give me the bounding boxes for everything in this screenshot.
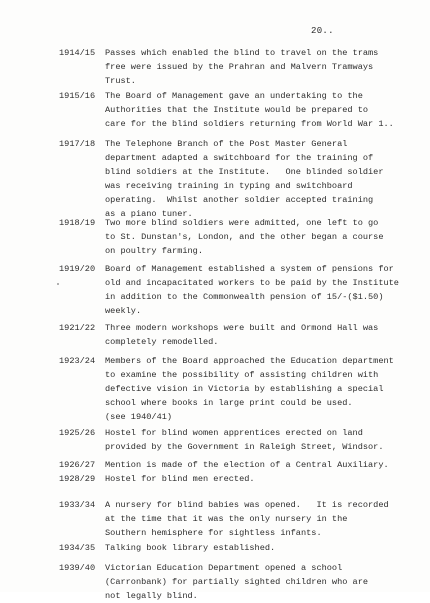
entry-text bbox=[105, 262, 405, 318]
entry-text-line: completely remodelled. bbox=[105, 337, 219, 347]
entry-year: 1923/24 bbox=[59, 356, 96, 366]
entry-text-line: on poultry farming. bbox=[105, 246, 203, 256]
entry-text-line: blind soldiers at the Institute. One blinded soldier bbox=[105, 167, 384, 177]
entry-text-line: The Board of Management gave an undertaking to the bbox=[105, 91, 363, 101]
entry-text-line: Board of Management established a system of pensions for bbox=[105, 264, 394, 274]
entry-text-line: (see 1940/41) bbox=[105, 412, 173, 422]
entry-year: 1919/20 bbox=[59, 264, 96, 274]
entry-text-line: school where books in large print could be used. bbox=[105, 398, 353, 408]
entry-text bbox=[105, 354, 405, 424]
entry-text-line: Hostel for blind women apprentices erected on land bbox=[105, 428, 363, 438]
entry-text-line: at the time that it was the only nursery in the bbox=[105, 514, 348, 524]
entry-text-line: provided by the Government in Raleigh Street, Windsor. bbox=[105, 442, 384, 452]
entry-year: 1921/22 bbox=[59, 323, 96, 333]
entry-text bbox=[105, 426, 405, 454]
entry-text-line: to examine the possibility of assisting children with bbox=[105, 370, 379, 380]
entry-text-line: not legally blind. bbox=[105, 591, 198, 601]
scan-speck bbox=[57, 283, 59, 285]
entry-text-line: Hostel for blind men erected. bbox=[105, 474, 255, 484]
entry-text-line: Three modern workshops were built and Ormond Hall was bbox=[105, 323, 379, 333]
entry-text bbox=[105, 321, 405, 349]
entry-text-line: free were issued by the Prahran and Malvern Tramways bbox=[105, 62, 374, 72]
entry-text-line: Talking book library established. bbox=[105, 543, 276, 553]
entry-text bbox=[105, 498, 405, 540]
entry-text bbox=[105, 472, 405, 486]
entry-year: 1917/18 bbox=[59, 139, 96, 149]
entry-text-line: Trust. bbox=[105, 76, 136, 86]
entry-text-line: Passes which enabled the blind to travel on the trams bbox=[105, 48, 379, 58]
entry-text-line: Members of the Board approached the Education department bbox=[105, 356, 394, 366]
page-number: 20.. bbox=[311, 26, 334, 36]
entry-text bbox=[105, 46, 405, 88]
entry-text-line: department adapted a switchboard for the training of bbox=[105, 153, 374, 163]
entry-text-line: operating. Whilst another soldier accepted training bbox=[105, 195, 374, 205]
entry-year: 1934/35 bbox=[59, 543, 96, 553]
entry-text-line: defective vision in Victoria by establishing a special bbox=[105, 384, 384, 394]
entry-year: 1915/16 bbox=[59, 91, 96, 101]
entry-text bbox=[105, 89, 405, 131]
entry-text-line: weekly. bbox=[105, 306, 142, 316]
entry-year: 1928/29 bbox=[59, 474, 96, 484]
entry-text bbox=[105, 541, 405, 555]
entry-text-line: (Carronbank) for partially sighted children who are bbox=[105, 577, 369, 587]
entry-year: 1925/26 bbox=[59, 428, 96, 438]
entry-text-line: was receiving training in typing and switchboard bbox=[105, 181, 353, 191]
entry-text bbox=[105, 137, 405, 221]
entry-text bbox=[105, 561, 405, 603]
entry-text bbox=[105, 458, 405, 472]
entry-text-line: Victorian Education Department opened a school bbox=[105, 563, 343, 573]
entry-text bbox=[105, 216, 405, 258]
entry-year: 1914/15 bbox=[59, 48, 96, 58]
entry-text-line: in addition to the Commonwealth pension of 15/-($1.50) bbox=[105, 292, 384, 302]
entry-year: 1939/40 bbox=[59, 563, 96, 573]
entry-text-line: The Telephone Branch of the Post Master General bbox=[105, 139, 348, 149]
entry-text-line: Authorities that the Institute would be prepared to bbox=[105, 105, 369, 115]
entry-text-line: as a piano tuner. bbox=[105, 209, 193, 219]
entry-text-line: to St. Dunstan's, London, and the other began a course bbox=[105, 232, 384, 242]
entry-text-line: Southern hemisphere for sightless infants. bbox=[105, 528, 322, 538]
entry-text-line: Mention is made of the election of a Central Auxiliary. bbox=[105, 460, 389, 470]
entry-year: 1933/34 bbox=[59, 500, 96, 510]
entry-text-line: A nursery for blind babies was opened. It is recorded bbox=[105, 500, 389, 510]
entry-year: 1926/27 bbox=[59, 460, 96, 470]
entry-year: 1918/19 bbox=[59, 218, 96, 228]
entry-text-line: old and incapacitated workers to be paid by the Institute bbox=[105, 278, 399, 288]
entry-text-line: Two more blind soldiers were admitted, one left to go bbox=[105, 218, 379, 228]
entry-text-line: care for the blind soldiers returning from World War 1.. bbox=[105, 119, 394, 129]
